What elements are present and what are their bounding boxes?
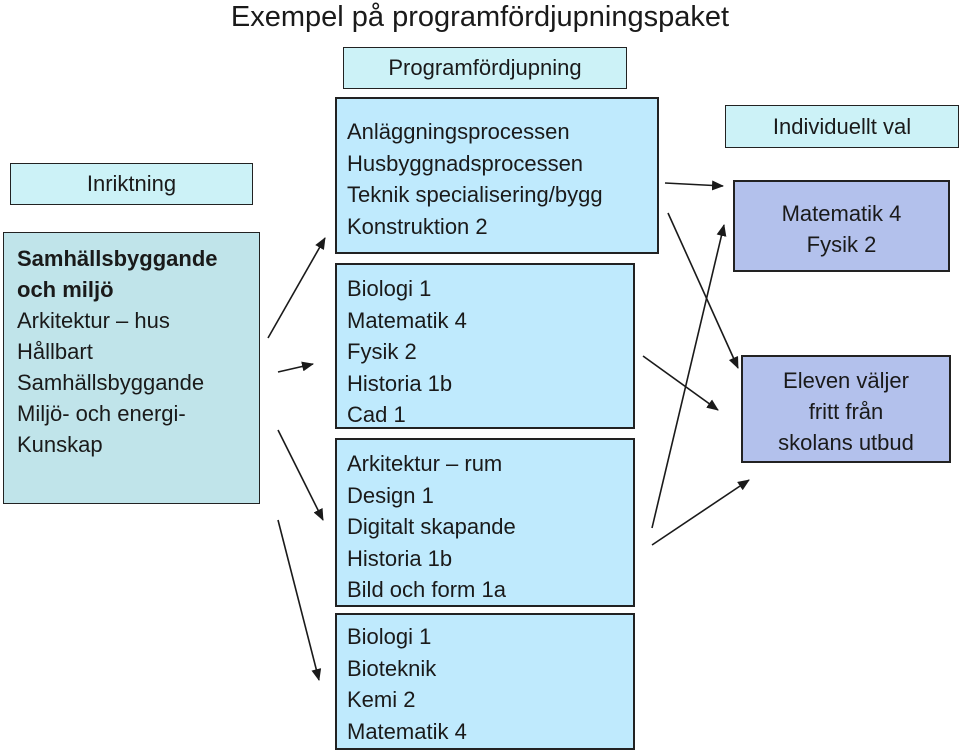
course-item: Design 1 bbox=[347, 482, 434, 508]
course-item: Teknik specialisering/bygg bbox=[347, 182, 603, 207]
individuellt-item: fritt från bbox=[808, 399, 884, 424]
arrow-package-2-to-individuellt-2 bbox=[643, 356, 718, 410]
course-item: Arkitektur – rum bbox=[347, 451, 503, 476]
individuellt-val-header: Individuellt val bbox=[725, 105, 959, 148]
course-item: Anläggningsprocessen bbox=[347, 119, 570, 144]
course-item: Historia 1b bbox=[347, 370, 453, 396]
course-item: Bild och form 1a bbox=[347, 577, 506, 602]
individuellt-item: Fysik 2 bbox=[806, 232, 877, 257]
inriktning-name-line-2: och miljö bbox=[17, 277, 114, 302]
inriktning-line: Miljö- och energi- bbox=[17, 401, 186, 426]
course-item: Kemi 2 bbox=[347, 687, 416, 712]
course-item: Husbyggnadsprocessen bbox=[347, 150, 584, 176]
arrow-package-1-to-individuellt-1 bbox=[665, 183, 723, 186]
inriktning-header: Inriktning bbox=[10, 163, 253, 205]
arrow-package-1-to-individuellt-2 bbox=[668, 213, 738, 368]
inriktning-line: Samhällsbyggande bbox=[17, 370, 205, 395]
programfordjupning-header: Programfördjupning bbox=[343, 47, 627, 89]
individuellt-item: Eleven väljer bbox=[783, 368, 909, 393]
arrow-inriktning-to-package-2 bbox=[278, 364, 313, 372]
arrow-inriktning-to-package-1 bbox=[268, 238, 325, 338]
inriktning-line: Kunskap bbox=[17, 432, 103, 457]
individuellt-item: Matematik 4 bbox=[781, 201, 902, 226]
arrow-package-3-to-individuellt-2 bbox=[652, 480, 749, 545]
arrow-package-3-to-individuellt-1 bbox=[652, 225, 724, 528]
arrow-inriktning-to-package-4 bbox=[278, 520, 319, 680]
course-item: Fysik 2 bbox=[347, 339, 417, 364]
course-item: Digitalt skapande bbox=[347, 514, 516, 539]
inriktning-name-line-1: Samhällsbyggande bbox=[17, 246, 218, 271]
course-item: Biologi 1 bbox=[347, 276, 432, 301]
inriktning-line: Hållbart bbox=[17, 339, 93, 364]
individuellt-item: skolans utbud bbox=[778, 430, 914, 455]
course-item: Bioteknik bbox=[347, 655, 437, 681]
course-item: Cad 1 bbox=[347, 402, 406, 427]
course-item: Konstruktion 2 bbox=[347, 213, 488, 239]
page-title: Exempel på programfördjupningspaket bbox=[230, 1, 730, 33]
course-item: Historia 1b bbox=[347, 545, 453, 571]
arrow-inriktning-to-package-3 bbox=[278, 430, 323, 520]
inriktning-line: Arkitektur – hus bbox=[17, 308, 170, 333]
course-item: Matematik 4 bbox=[347, 718, 467, 744]
course-item: Biologi 1 bbox=[347, 624, 432, 649]
course-item: Matematik 4 bbox=[347, 307, 467, 333]
